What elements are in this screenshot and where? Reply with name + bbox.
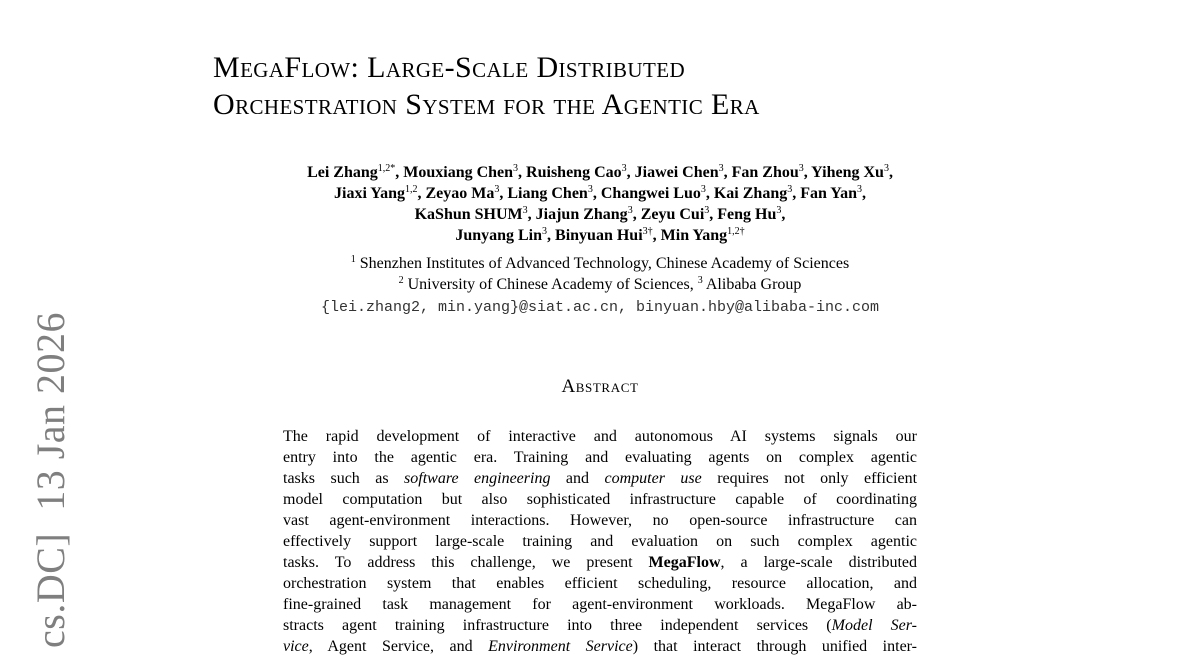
affiliation-line-2 bbox=[150, 274, 1050, 295]
abstract-line: stracts agent training infrastructure into three independent services (Model Ser- bbox=[283, 617, 918, 634]
author-name: Kai Zhang bbox=[713, 185, 788, 202]
author-affiliation-mark: 3 bbox=[883, 163, 889, 174]
author-affiliation-mark: 3† bbox=[642, 226, 653, 237]
arxiv-category: cs.DC] bbox=[28, 532, 73, 648]
author-line: Jiaxi Yang$^{1,2}$, Zeyao Ma$^3$, Liang Chen$^3$, Changwei Luo$^3$, Kai Zhang$^3$, Fan Yan$^3$, bbox=[334, 184, 866, 202]
author bbox=[536, 206, 633, 223]
author bbox=[732, 164, 804, 181]
author-name: Zeyao Ma bbox=[425, 185, 495, 202]
author-affiliation-mark: 1,2 bbox=[404, 184, 418, 195]
author-affiliation-mark: 3 bbox=[718, 163, 724, 174]
author-affiliation-mark: 1,2† bbox=[727, 226, 745, 237]
arxiv-side-stamp bbox=[26, 311, 76, 648]
affiliation-line-1 bbox=[150, 253, 1050, 274]
author-affiliation-mark: 3 bbox=[542, 226, 548, 237]
abstract-body bbox=[283, 426, 917, 657]
author bbox=[601, 185, 706, 202]
author-name: Junyang Lin bbox=[455, 227, 543, 244]
affiliation-mark: 1 bbox=[350, 254, 356, 265]
author bbox=[307, 164, 395, 181]
author-name: Feng Hu bbox=[717, 206, 777, 223]
author-affiliation-mark: 3 bbox=[627, 205, 633, 216]
author bbox=[714, 185, 792, 202]
abstract-line: vast agent-environment interactions. However, no open-source infrastructure can bbox=[283, 512, 917, 529]
abstract-line: fine-grained task management for agent-environment workloads. MegaFlow ab- bbox=[283, 596, 917, 613]
title-line-2: Orchestration System for the Agentic Era bbox=[213, 88, 760, 121]
abstract-line: entry into the agentic era. Training and evaluating agents on complex agentic bbox=[283, 449, 917, 466]
author bbox=[425, 185, 499, 202]
affiliation-text: Shenzhen Institutes of Advanced Technology, Chinese Academy of Sciences bbox=[359, 255, 850, 272]
affiliation-text: University of Chinese Academy of Sciences, bbox=[407, 276, 694, 293]
author-affiliation-mark: 3 bbox=[856, 184, 862, 195]
author bbox=[455, 227, 547, 244]
author-name: Changwei Luo bbox=[600, 185, 701, 202]
author bbox=[800, 185, 862, 202]
abstract-line: tasks such as software engineering and computer use requires not only efficient bbox=[283, 470, 918, 487]
author-name: KaShun SHUM bbox=[414, 206, 523, 223]
arxiv-date: 13 Jan 2026 bbox=[28, 311, 73, 511]
affiliation-mark: 2 bbox=[398, 275, 404, 286]
author bbox=[526, 164, 627, 181]
author-affiliation-mark: 3 bbox=[700, 184, 706, 195]
author-emails: {lei.zhang2, min.yang}@siat.ac.cn, binyuan.hby@alibaba-inc.com bbox=[320, 299, 880, 316]
author bbox=[661, 227, 745, 244]
affiliation-mark: 3 bbox=[697, 275, 703, 286]
author-line: KaShun SHUM$^3$, Jiajun Zhang$^3$, Zeyu Cui$^3$, Feng Hu$^3$, bbox=[414, 205, 786, 223]
author-affiliation-mark: 3 bbox=[522, 205, 528, 216]
author-affiliation-mark: 3 bbox=[621, 163, 627, 174]
author-name: Fan Yan bbox=[800, 185, 857, 202]
author bbox=[811, 164, 889, 181]
author-name: Mouxiang Chen bbox=[403, 164, 514, 181]
abstract-heading: Abstract bbox=[561, 376, 639, 397]
abstract-line: vice, Agent Service, and Environment Service) that interact through unified inter- bbox=[283, 638, 918, 655]
affiliation-text: Alibaba Group bbox=[705, 276, 802, 293]
author bbox=[635, 164, 724, 181]
author-name: Jiawei Chen bbox=[634, 164, 719, 181]
abstract-line: The rapid development of interactive and autonomous AI systems signals our bbox=[283, 428, 917, 445]
author-affiliation-mark: 3 bbox=[787, 184, 793, 195]
author-name: Jiaxi Yang bbox=[334, 185, 405, 202]
affiliations bbox=[150, 253, 1050, 295]
author bbox=[717, 206, 781, 223]
author bbox=[415, 206, 528, 223]
author-list bbox=[150, 162, 1050, 246]
author-affiliation-mark: 1,2* bbox=[377, 163, 396, 174]
author bbox=[555, 227, 653, 244]
abstract-line: tasks. To address this challenge, we present MegaFlow, a large-scale distributed bbox=[283, 554, 918, 571]
author bbox=[403, 164, 518, 181]
author-line: Junyang Lin$^3$, Binyuan Hui$^{3\dagger}$, Min Yang$^{1,2\dagger}$ bbox=[455, 226, 745, 244]
author-name: Fan Zhou bbox=[731, 164, 799, 181]
author bbox=[334, 185, 417, 202]
author-name: Lei Zhang bbox=[307, 164, 378, 181]
author-name: Min Yang bbox=[660, 227, 728, 244]
author-affiliation-mark: 3 bbox=[798, 163, 804, 174]
author-name: Liang Chen bbox=[507, 185, 588, 202]
author-name: Binyuan Hui bbox=[555, 227, 643, 244]
author-affiliation-mark: 3 bbox=[587, 184, 593, 195]
abstract-line: effectively support large-scale training and evaluation on such complex agentic bbox=[283, 533, 917, 550]
paper-title bbox=[213, 50, 760, 124]
author-affiliation-mark: 3 bbox=[494, 184, 500, 195]
author bbox=[507, 185, 592, 202]
author-name: Jiajun Zhang bbox=[535, 206, 628, 223]
author-line: Lei Zhang$^{1,2*}$, Mouxiang Chen$^3$, Ruisheng Cao$^3$, Jiawei Chen$^3$, Fan Zhou$^3$, Yiheng Xu$^3$, bbox=[307, 163, 893, 181]
abstract-line: orchestration system that enables efficient scheduling, resource allocation, and bbox=[283, 575, 917, 592]
abstract-line: model computation but also sophisticated infrastructure capable of coordinating bbox=[283, 491, 917, 508]
author-affiliation-mark: 3 bbox=[513, 163, 519, 174]
author-affiliation-mark: 3 bbox=[776, 205, 782, 216]
author-affiliation-mark: 3 bbox=[704, 205, 710, 216]
author-name: Yiheng Xu bbox=[811, 164, 884, 181]
author-name: Ruisheng Cao bbox=[526, 164, 622, 181]
author bbox=[641, 206, 710, 223]
author-name: Zeyu Cui bbox=[640, 206, 705, 223]
title-line-1: MegaFlow: Large-Scale Distributed bbox=[213, 51, 686, 84]
